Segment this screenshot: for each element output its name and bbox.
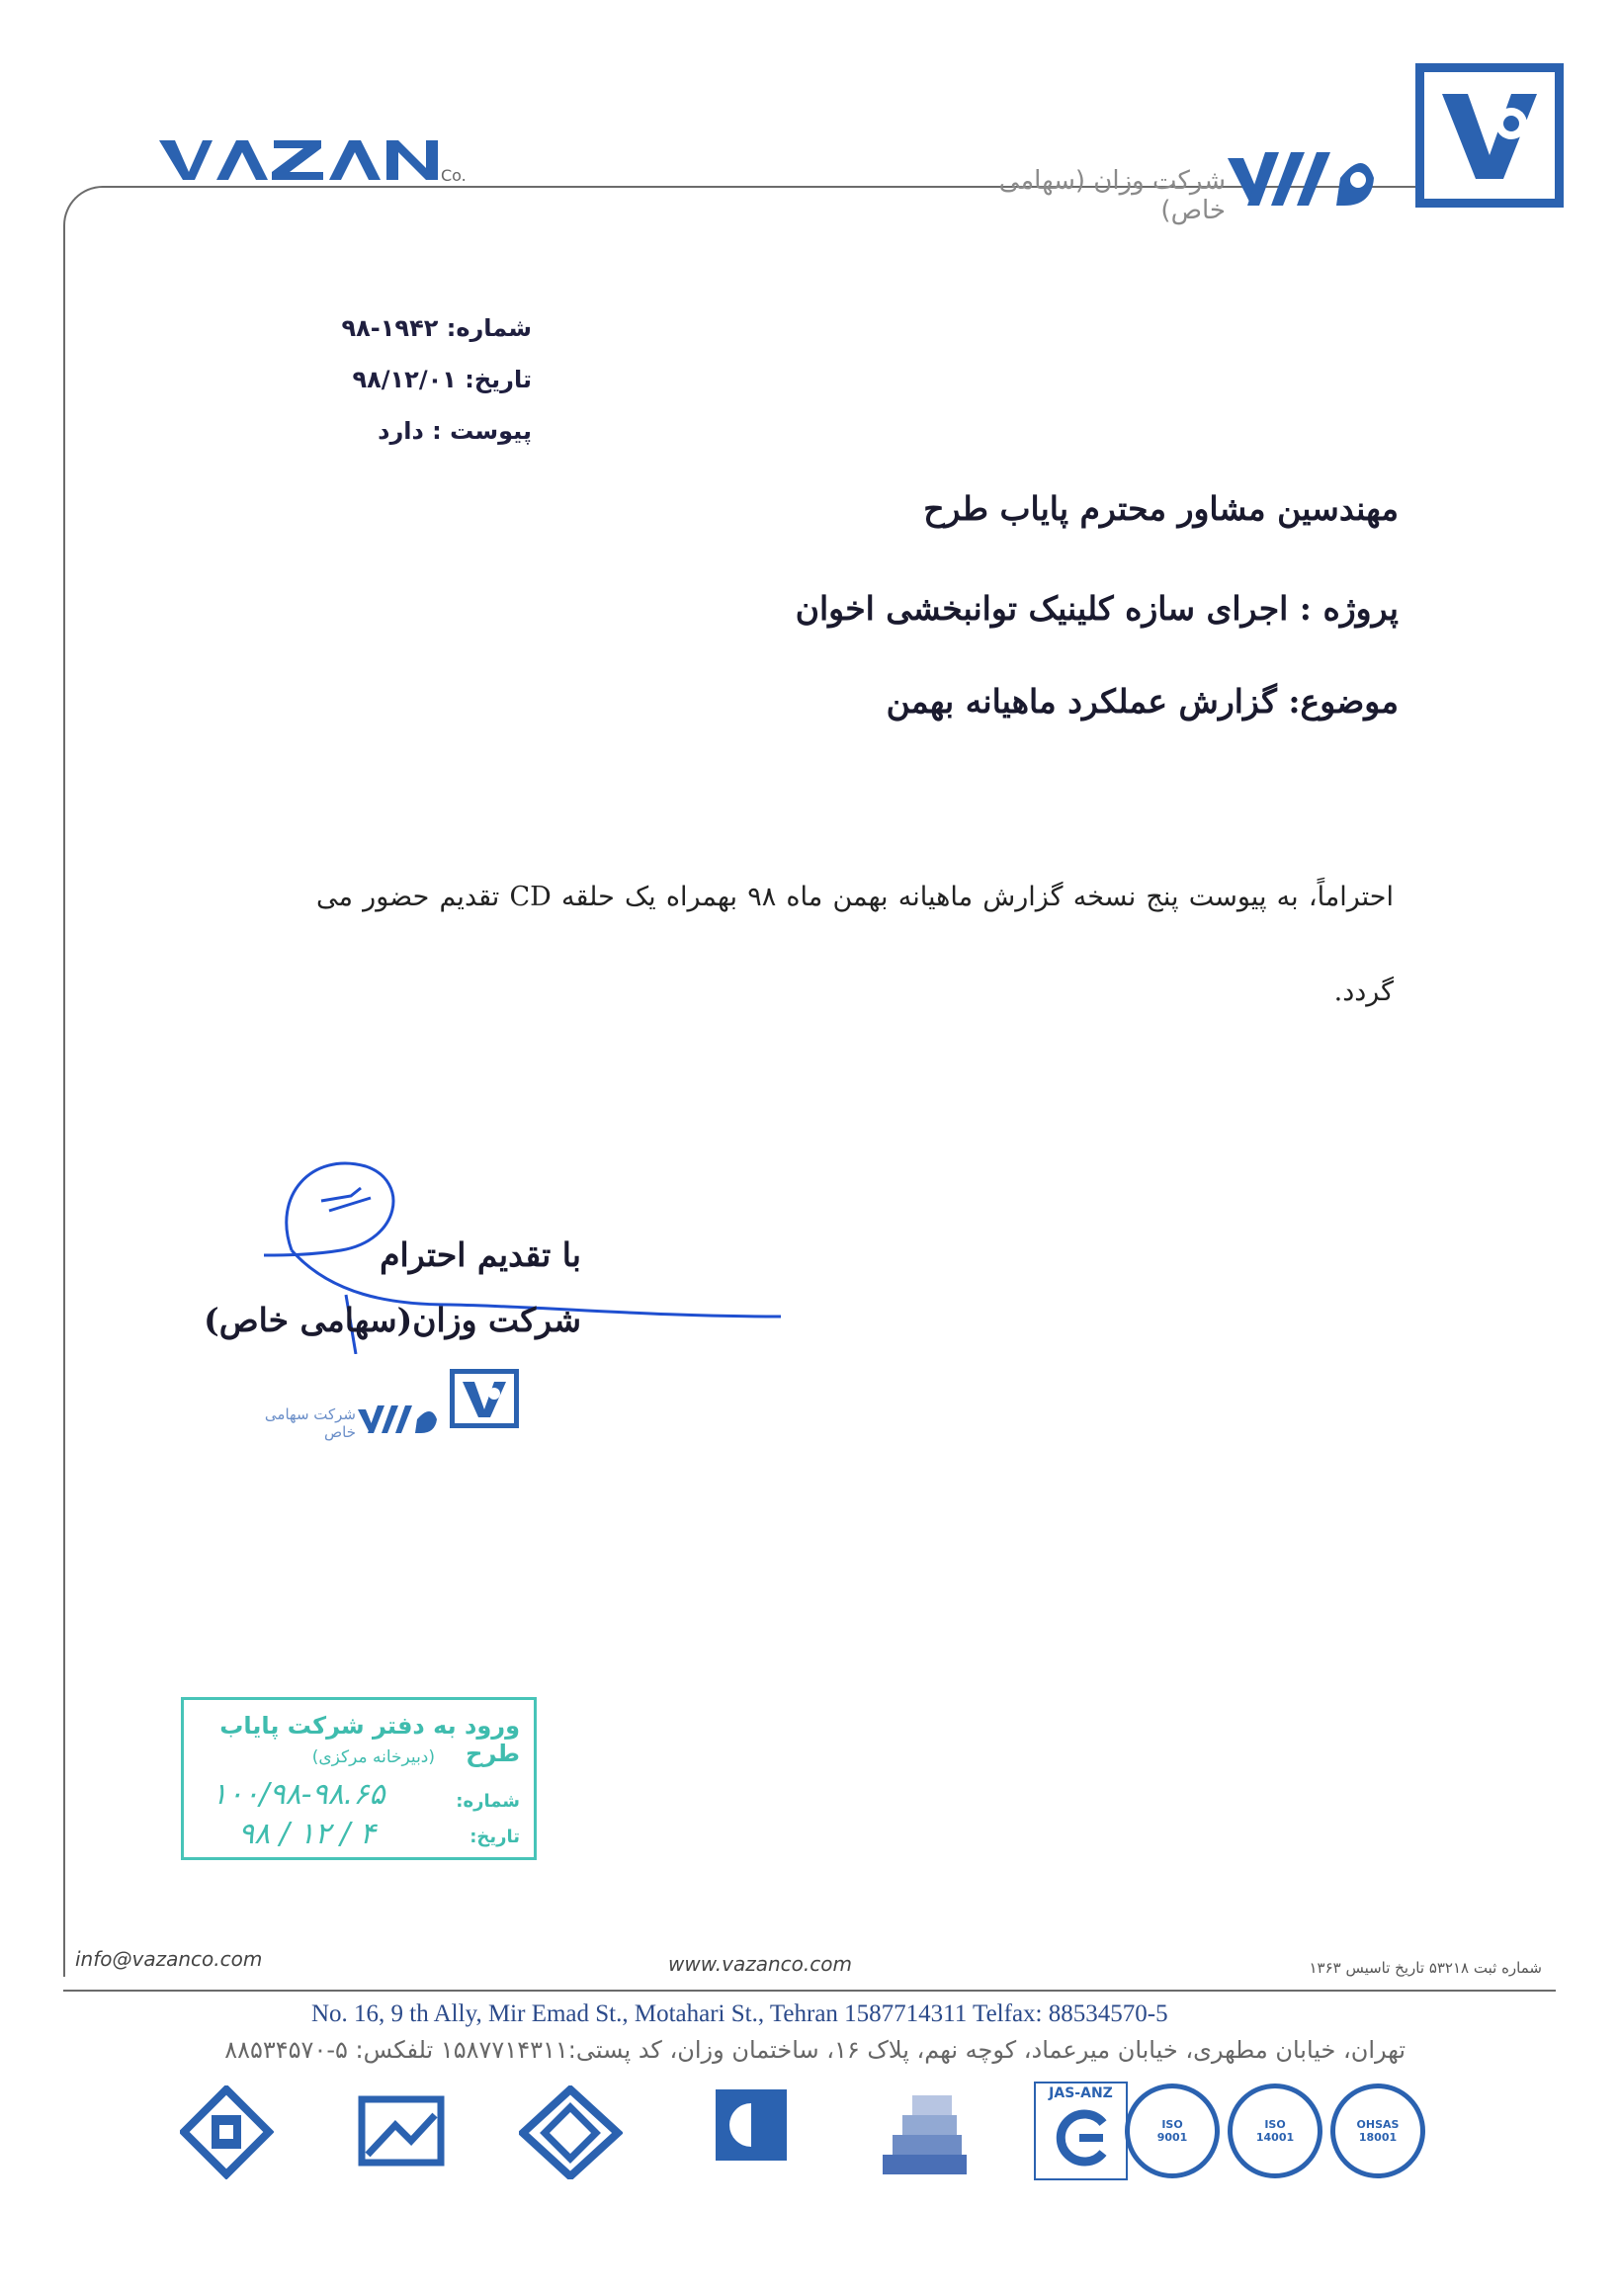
footer-address-fa: تهران، خیابان مطهری، خیابان میرعماد، کوچه نهم، پلاک ۱۶، ساختمان وزان، کد پستی:۱۵۸۷۷۱۴۳۱۱ تلفکس: ۵-۸۸۵۳۴۵۷۰	[224, 2036, 1406, 2064]
letter-attachment: پیوست : دارد	[378, 417, 532, 445]
association-logo-2-icon	[356, 2085, 450, 2179]
jas-anz-label: JAS-ANZ	[1049, 2085, 1113, 2101]
company-name-fa: شرکت وزان (سهامی خاص)	[998, 166, 1226, 225]
concrete-association-icon	[712, 2085, 791, 2169]
letter-date: تاریخ: ۹۸/۱۲/۰۱	[352, 366, 532, 393]
small-logo-caption: شرکت سهامی خاص	[264, 1405, 356, 1441]
subject-line: موضوع: گزارش عملکرد ماهیانه بهمن	[886, 682, 1399, 721]
iso9001-seal	[1125, 2083, 1220, 2178]
footer-divider	[63, 1990, 1556, 1992]
association-logo-1-icon	[180, 2085, 274, 2179]
vazan-en-wordmark	[153, 130, 450, 190]
stamp-subtitle: (دبیرخانه مرکزی)	[311, 1747, 435, 1767]
stamp-number-label: شماره:	[456, 1791, 520, 1812]
footer-website[interactable]: www.vazanco.com	[668, 1952, 852, 1976]
recipient: مهندسین مشاور محترم پایاب طرح	[923, 489, 1399, 528]
footer-address-en: No. 16, 9 th Ally, Mir Emad St., Motahari St., Tehran 1587714311 Telfax: 88534570-5	[311, 2000, 1168, 2027]
jas-anz-icon	[1054, 2109, 1111, 2167]
small-logo-mark	[450, 1369, 519, 1428]
received-stamp	[181, 1697, 537, 1860]
letter-number: شماره: ۱۹۴۲-۹۸	[341, 314, 532, 342]
vazan-fa-wordmark	[1226, 148, 1404, 208]
iso9001-label: ISO 9001	[1156, 2118, 1188, 2144]
iso14001-seal	[1228, 2083, 1322, 2178]
association-logo-3-icon	[519, 2085, 623, 2179]
closing-regards: با تقدیم احترام	[380, 1235, 581, 1274]
stamp-date-label: تاریخ:	[469, 1827, 520, 1847]
project-line: پروژه : اجرای سازه کلینیک توانبخشی اخوان	[795, 589, 1399, 628]
small-logo-wordmark	[356, 1403, 450, 1435]
stamp-title: ورود به دفتر شرکت پایاب طرح	[219, 1712, 520, 1767]
builders-association-icon	[878, 2085, 972, 2179]
footer-email[interactable]: info@vazanco.com	[75, 1947, 263, 1971]
footer-registration: شماره ثبت ۵۳۲۱۸ تاریخ تاسیس ۱۳۶۳	[1309, 1959, 1542, 1977]
ohsas-seal	[1330, 2083, 1425, 2178]
letter-body: احتراماً، به پیوست پنج نسخه گزارش ماهیانه بهمن ماه ۹۸ بهمراه یک حلقه CD تقدیم حضور می گردد.	[316, 882, 1394, 1007]
jas-anz-badge	[1034, 2082, 1128, 2180]
iso14001-label: ISO 14001	[1255, 2118, 1295, 2144]
brand-suffix: Co.	[441, 166, 467, 185]
stamp-number-value: ۱۰۰/۹۸-۹۸.۶۵	[212, 1777, 385, 1812]
vazan-logo-mark	[1415, 63, 1564, 208]
closing-company: شرکت وزان(سهامی خاص)	[204, 1301, 581, 1339]
ohsas-label: OHSAS 18001	[1356, 2118, 1400, 2144]
stamp-date-value: ۹۸ / ۱۲ / ۴	[238, 1817, 376, 1851]
